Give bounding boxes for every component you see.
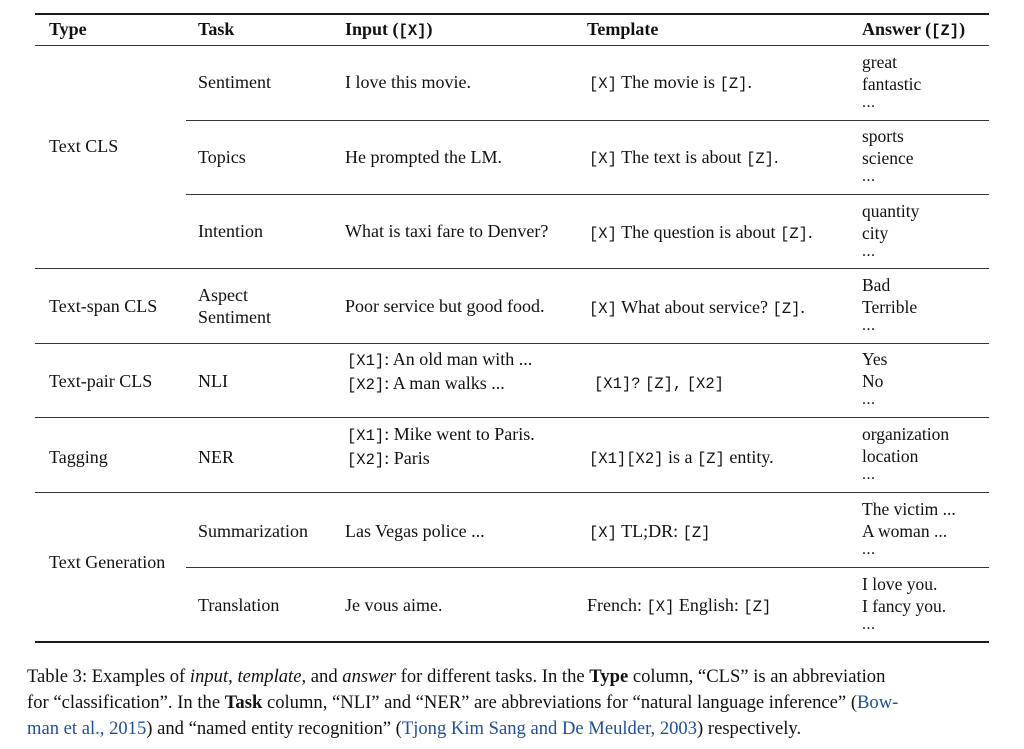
caption-text: column, “NLI” and “NER” are abbreviations for “natural language inference” ( bbox=[262, 692, 858, 714]
answer-2: No bbox=[862, 371, 884, 391]
group-rule bbox=[35, 417, 989, 418]
row-rule bbox=[186, 567, 989, 568]
template-cell bbox=[587, 594, 771, 618]
input-text: : Paris bbox=[384, 448, 430, 468]
task-cell: NER bbox=[198, 447, 234, 467]
template-code: [X] bbox=[589, 524, 617, 542]
template-cell bbox=[594, 371, 724, 395]
answer-1: great bbox=[862, 52, 897, 72]
template-code: [X2] bbox=[686, 375, 724, 393]
input-cell bbox=[347, 348, 532, 396]
template-code: [Z] bbox=[719, 75, 748, 93]
template-code: [X1]? bbox=[594, 375, 641, 393]
template-code: [X2] bbox=[626, 450, 664, 468]
answer-more: ... bbox=[862, 391, 876, 408]
template-text: The text is about bbox=[616, 147, 747, 167]
header-input-code: [X] bbox=[398, 22, 427, 40]
answer-2: I fancy you. bbox=[862, 596, 947, 616]
group-rule bbox=[35, 492, 989, 493]
task-line: Aspect bbox=[198, 285, 248, 305]
group-rule bbox=[35, 268, 989, 269]
caption-text: for “classification”. In the bbox=[27, 692, 225, 714]
template-text: What about service? bbox=[616, 297, 773, 317]
answer-1: The victim ... bbox=[862, 499, 956, 519]
input-code: [X1] bbox=[347, 427, 385, 445]
template-text: The movie is bbox=[616, 72, 720, 92]
input-code: [X2] bbox=[347, 451, 385, 469]
answer-cell bbox=[862, 423, 949, 483]
input-cell: I love this movie. bbox=[345, 72, 471, 92]
caption-text: ) respectively. bbox=[697, 718, 802, 740]
template-code: [Z] bbox=[746, 150, 774, 168]
template-code: [X] bbox=[589, 150, 617, 168]
template-cell bbox=[589, 146, 778, 170]
header-input-prefix: Input ( bbox=[345, 19, 399, 39]
header-type: Type bbox=[49, 19, 87, 39]
header-answer-code: [Z] bbox=[931, 22, 960, 40]
table-bottom-rule bbox=[35, 641, 989, 643]
template-text: English: bbox=[674, 595, 744, 615]
template-text: . bbox=[747, 72, 752, 92]
type-text-span-cls: Text-span CLS bbox=[49, 296, 158, 316]
template-code: [Z], bbox=[645, 375, 683, 393]
answer-more: ... bbox=[862, 243, 876, 260]
template-text: The question is about bbox=[616, 222, 781, 242]
input-cell: He prompted the LM. bbox=[345, 147, 502, 167]
answer-1: organization bbox=[862, 424, 950, 444]
answer-more: ... bbox=[862, 541, 876, 558]
header-rule bbox=[35, 45, 989, 46]
answer-1: Bad bbox=[862, 275, 891, 295]
header-answer bbox=[862, 18, 965, 42]
template-code: [Z] bbox=[780, 225, 808, 243]
header-task: Task bbox=[198, 19, 235, 39]
template-cell bbox=[589, 296, 805, 320]
task-line: Sentiment bbox=[198, 307, 271, 327]
answer-1: quantity bbox=[862, 201, 920, 221]
input-cell: What is taxi fare to Denver? bbox=[345, 221, 549, 241]
input-text: : An old man with ... bbox=[384, 349, 533, 369]
template-text: French: bbox=[587, 595, 647, 615]
answer-cell bbox=[862, 274, 917, 334]
table-caption bbox=[27, 664, 1007, 743]
task-cell: Topics bbox=[198, 147, 246, 167]
template-text: is a bbox=[663, 447, 697, 467]
template-cell bbox=[589, 446, 774, 470]
input-text: : A man walks ... bbox=[384, 373, 505, 393]
type-tagging: Tagging bbox=[49, 447, 108, 467]
input-code: [X2] bbox=[347, 376, 385, 394]
header-template: Template bbox=[587, 19, 659, 39]
caption-label: Table 3: Examples of bbox=[27, 666, 190, 687]
answer-more: ... bbox=[862, 168, 876, 185]
template-code: [Z] bbox=[682, 524, 711, 542]
template-code: [X1] bbox=[589, 450, 627, 468]
group-rule bbox=[35, 343, 989, 344]
template-code: [Z] bbox=[743, 598, 772, 616]
template-code: [Z] bbox=[772, 300, 801, 318]
header-input-suffix: ) bbox=[426, 19, 433, 39]
answer-more: ... bbox=[862, 94, 876, 111]
header-answer-suffix: ) bbox=[959, 19, 966, 39]
task-cell: Intention bbox=[198, 221, 263, 241]
caption-text: , and bbox=[301, 666, 343, 687]
answer-1: Yes bbox=[862, 349, 888, 369]
task-cell: Summarization bbox=[198, 521, 308, 541]
input-cell: Je vous aime. bbox=[345, 595, 443, 615]
answer-cell bbox=[862, 51, 921, 111]
task-cell: Translation bbox=[198, 595, 280, 615]
caption-strong: Task bbox=[224, 692, 263, 714]
caption-emph: template bbox=[237, 666, 302, 687]
input-cell: Poor service but good food. bbox=[345, 296, 545, 316]
caption-emph: answer bbox=[342, 666, 396, 687]
task-cell: NLI bbox=[198, 371, 228, 391]
template-code: [X] bbox=[589, 225, 617, 243]
answer-more: ... bbox=[862, 616, 876, 633]
table-top-rule bbox=[35, 13, 989, 15]
type-text-cls: Text CLS bbox=[49, 136, 119, 156]
template-cell bbox=[589, 71, 752, 95]
answer-cell bbox=[862, 125, 914, 185]
template-text: entity. bbox=[724, 447, 774, 467]
template-code: [X] bbox=[589, 75, 617, 93]
input-cell: Las Vegas police ... bbox=[345, 521, 485, 541]
template-cell bbox=[589, 221, 812, 245]
type-text-pair-cls: Text-pair CLS bbox=[49, 371, 153, 391]
row-rule bbox=[186, 120, 989, 121]
template-code: [Z] bbox=[696, 450, 725, 468]
caption-text: for different tasks. In the bbox=[396, 666, 590, 687]
row-rule bbox=[186, 194, 989, 195]
caption-emph: input bbox=[189, 666, 229, 687]
answer-more: ... bbox=[862, 466, 876, 483]
citation-link-bowman[interactable]: Bow- bbox=[857, 692, 899, 714]
answer-1: I love you. bbox=[862, 574, 938, 594]
caption-text: column, “CLS” is an abbreviation bbox=[628, 666, 886, 687]
template-text: . bbox=[807, 222, 813, 242]
answer-2: science bbox=[862, 148, 914, 168]
template-text: . bbox=[800, 297, 805, 317]
template-code: [X] bbox=[589, 300, 617, 318]
caption-strong: Type bbox=[589, 666, 629, 687]
template-code: [X] bbox=[646, 598, 675, 616]
answer-cell bbox=[862, 348, 887, 408]
answer-2: location bbox=[862, 446, 919, 466]
task-cell: Sentiment bbox=[198, 72, 271, 92]
answer-more: ... bbox=[862, 317, 876, 334]
answer-2: fantastic bbox=[862, 74, 922, 94]
template-text: . bbox=[773, 147, 779, 167]
template-cell bbox=[589, 520, 710, 544]
task-cell bbox=[198, 284, 271, 328]
answer-2: city bbox=[862, 223, 889, 243]
citation-link-bowman[interactable]: man et al., 2015 bbox=[27, 718, 147, 740]
input-code: [X1] bbox=[347, 352, 385, 370]
answer-cell bbox=[862, 573, 946, 633]
header-answer-prefix: Answer ( bbox=[862, 19, 932, 39]
answer-cell bbox=[862, 498, 956, 558]
caption-text: , bbox=[228, 666, 238, 687]
answer-2: A woman ... bbox=[862, 521, 948, 541]
header-input bbox=[345, 18, 432, 42]
template-text: TL;DR: bbox=[616, 521, 683, 541]
answer-cell bbox=[862, 200, 919, 260]
input-cell bbox=[347, 423, 535, 471]
input-text: : Mike went to Paris. bbox=[384, 424, 535, 444]
type-text-generation: Text Generation bbox=[49, 552, 166, 572]
caption-text: ) and “named entity recognition” ( bbox=[146, 718, 402, 740]
citation-link-tjong[interactable]: Tjong Kim Sang and De Meulder, 2003 bbox=[401, 718, 698, 740]
answer-1: sports bbox=[862, 126, 904, 146]
answer-2: Terrible bbox=[862, 297, 918, 317]
